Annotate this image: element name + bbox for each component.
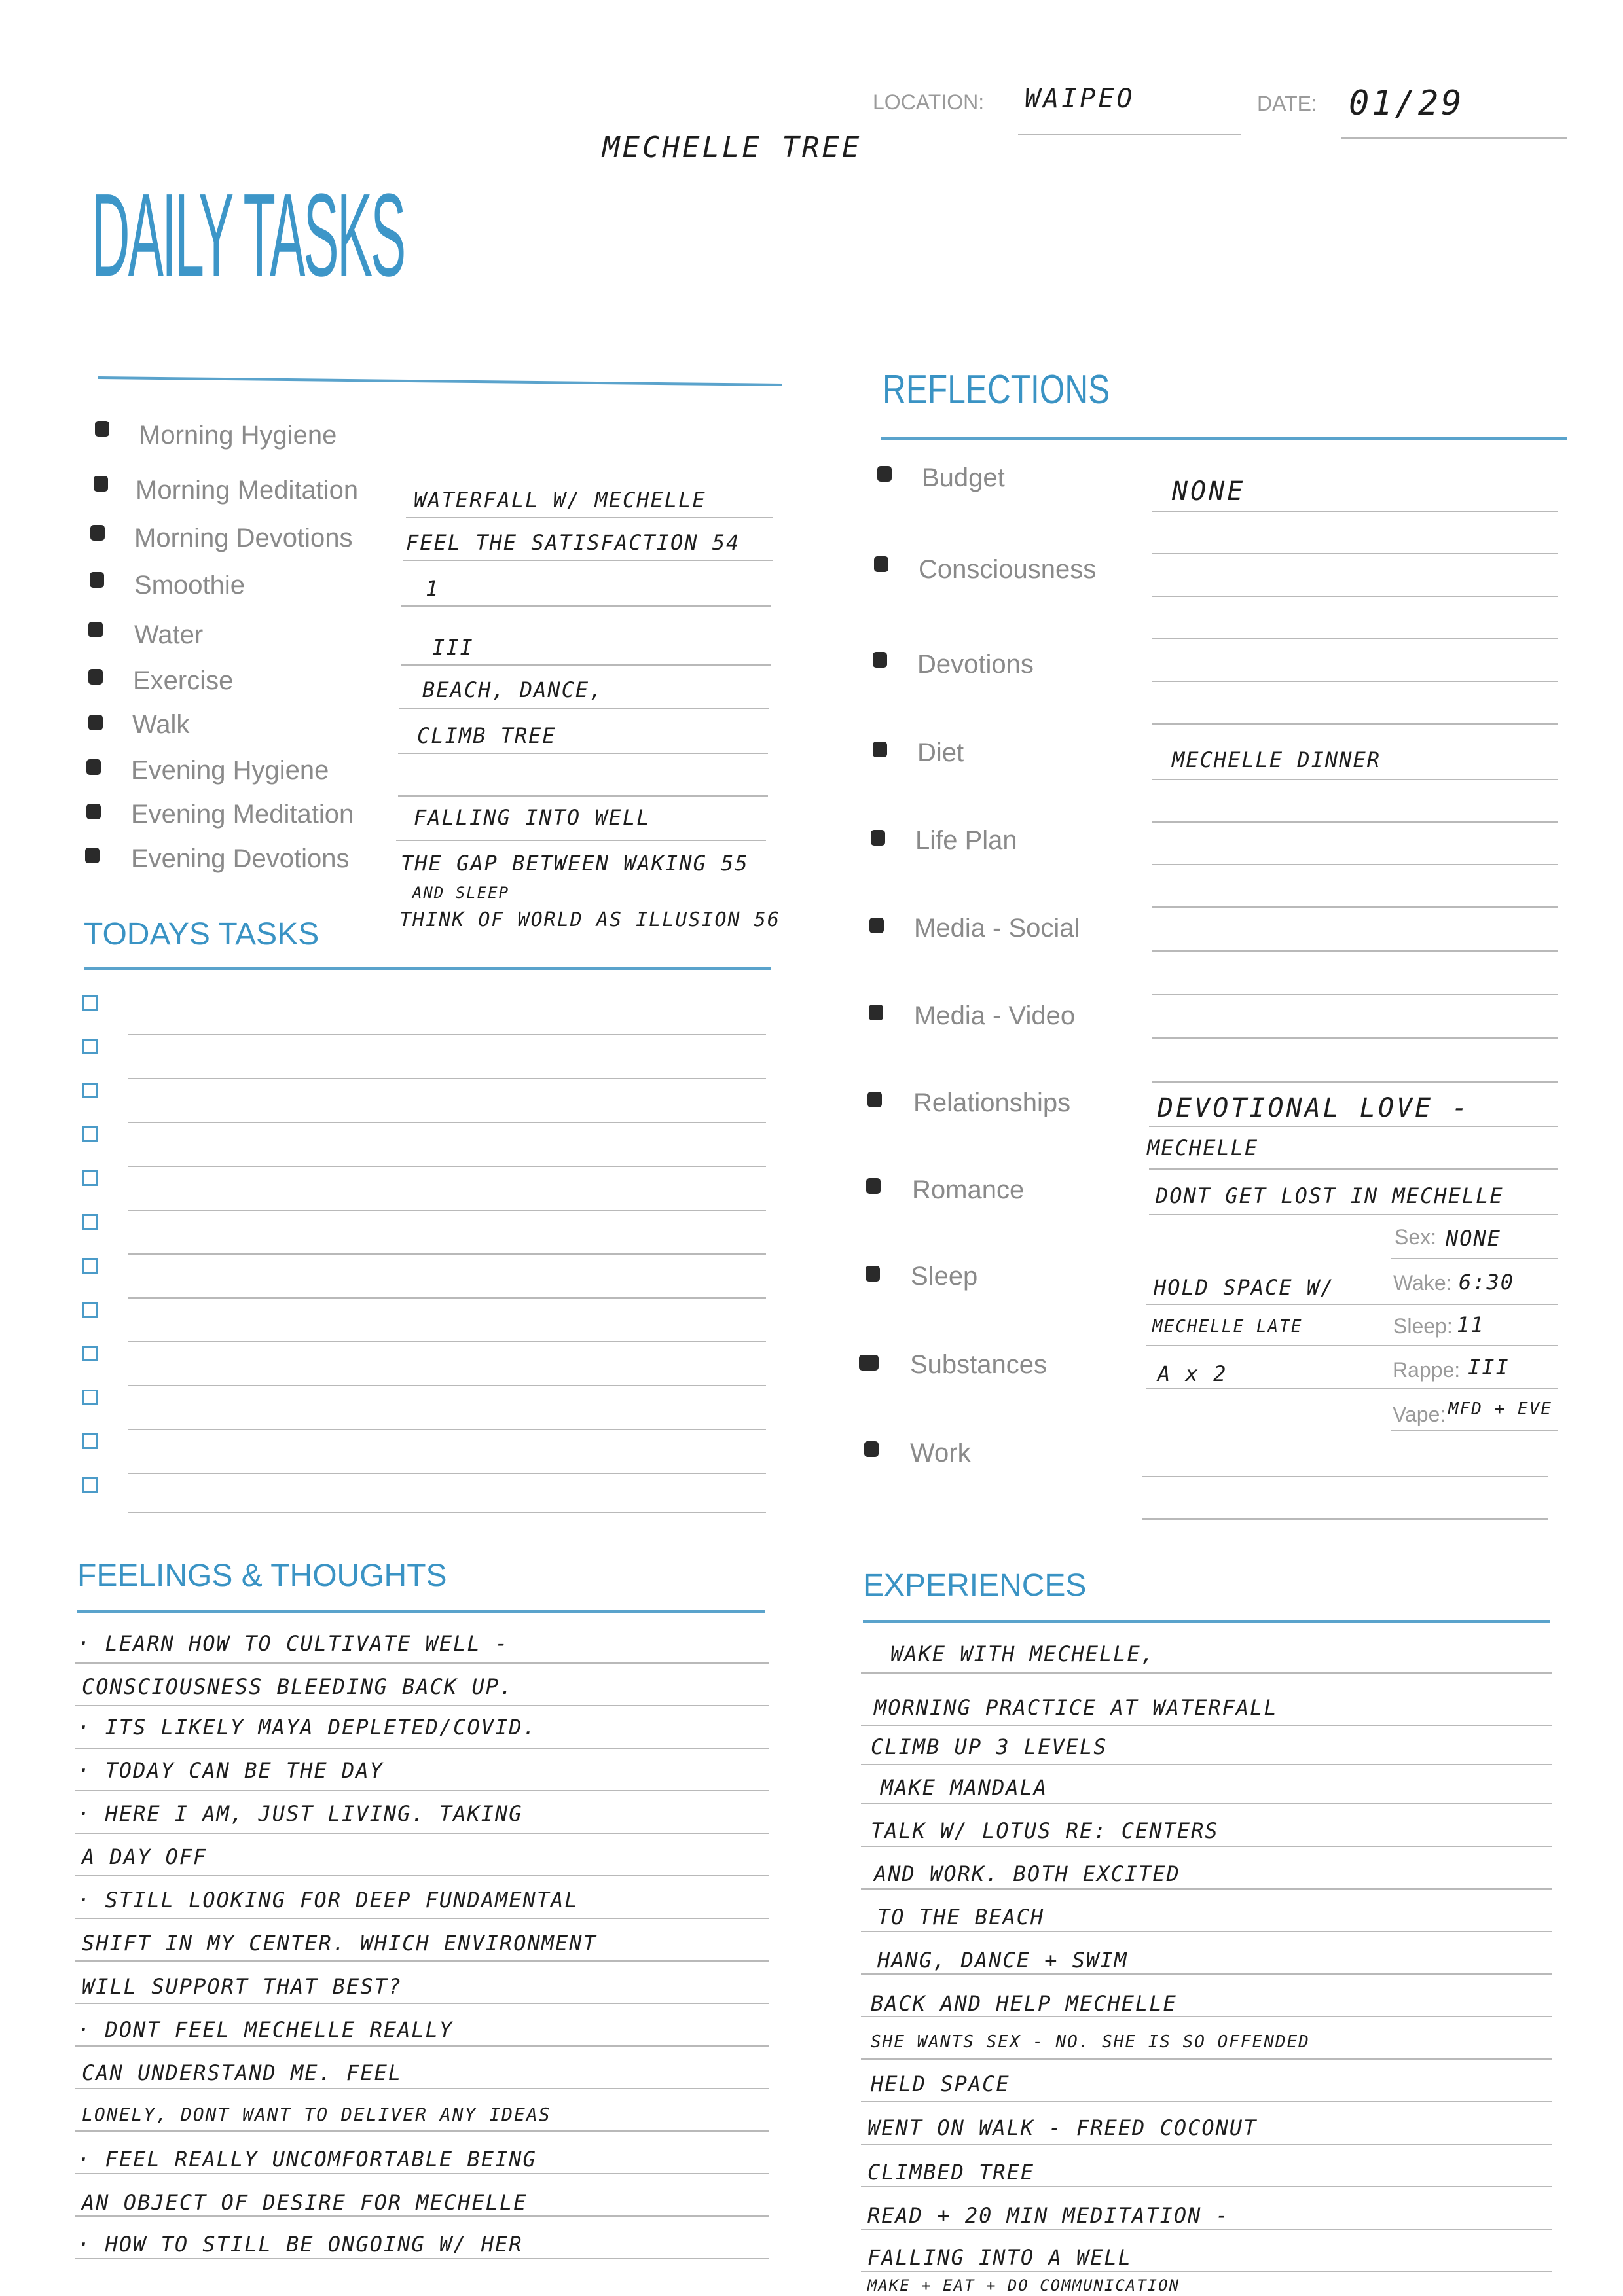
writing-line: [861, 2101, 1552, 2102]
checkbox-checked[interactable]: [866, 1178, 881, 1194]
field-line: [1391, 1430, 1558, 1431]
experiences-line: SHE WANTS SEX - NO. SHE IS SO OFFENDED: [871, 2032, 1310, 2052]
checkbox-checked[interactable]: [88, 715, 103, 730]
task-label: Water: [134, 620, 204, 649]
task-entry: WATERFALL W/ MECHELLE: [414, 488, 706, 512]
checkbox-checked[interactable]: [85, 848, 100, 863]
feelings-line: · TODAY CAN BE THE DAY: [77, 1758, 384, 1783]
header-note: MECHELLE TREE: [602, 131, 862, 164]
reflection-label: Work: [910, 1439, 971, 1467]
reflection-label: Devotions: [917, 650, 1034, 679]
entry-line: [1152, 821, 1558, 823]
experiences-line: AND WORK. BOTH EXCITED: [874, 1861, 1180, 1886]
entry-line: [1152, 723, 1558, 725]
field-label: Sleep:: [1393, 1314, 1453, 1338]
experiences-line: TALK W/ LOTUS RE: CENTERS: [871, 1818, 1219, 1843]
task-label: Evening Devotions: [131, 844, 350, 873]
entry-line: [1146, 1388, 1408, 1389]
feelings-line: · DONT FEEL MECHELLE REALLY: [77, 2017, 454, 2042]
writing-line: [861, 2271, 1552, 2272]
task-checkbox[interactable]: [82, 1302, 98, 1318]
task-checkbox[interactable]: [82, 1346, 98, 1361]
writing-line: [75, 2258, 769, 2259]
checkbox-checked[interactable]: [95, 421, 109, 437]
task-checkbox[interactable]: [82, 1477, 98, 1493]
writing-line: [75, 1875, 769, 1876]
writing-line: [75, 1790, 769, 1791]
task-checkbox[interactable]: [82, 1126, 98, 1142]
reflection-label: Relationships: [913, 1088, 1071, 1117]
experiences-line: WENT ON WALK - FREED COCONUT: [867, 2115, 1258, 2140]
writing-line: [75, 2215, 769, 2217]
task-entry: CLIMB TREE: [417, 723, 556, 748]
entry-line: [1149, 1214, 1558, 1215]
entry-line: [1146, 1345, 1408, 1346]
task-line[interactable]: [128, 1166, 766, 1167]
task-checkbox[interactable]: [82, 1433, 98, 1449]
feelings-divider: [77, 1610, 765, 1613]
experiences-line: HANG, DANCE + SWIM: [877, 1948, 1128, 1973]
task-checkbox[interactable]: [82, 995, 98, 1011]
reflection-label: Media - Social: [914, 914, 1080, 942]
writing-line: [75, 2173, 769, 2174]
writing-line: [861, 2016, 1552, 2017]
feelings-line: · ITS LIKELY MAYA DEPLETED/COVID.: [77, 1715, 537, 1740]
task-checkbox[interactable]: [82, 1258, 98, 1274]
feelings-line: AN OBJECT OF DESIRE FOR MECHELLE: [82, 2190, 528, 2215]
writing-line: [75, 2045, 769, 2047]
reflection-label: Budget: [922, 463, 1005, 492]
writing-line: [861, 2144, 1552, 2145]
checkbox-checked[interactable]: [871, 830, 885, 846]
checkbox-checked[interactable]: [866, 1266, 880, 1282]
task-entry: FALLING INTO WELL: [414, 805, 651, 830]
entry-line: [396, 840, 766, 841]
task-label: Smoothie: [134, 571, 245, 600]
task-label: Evening Hygiene: [131, 756, 329, 785]
task-line[interactable]: [128, 1473, 766, 1474]
writing-line: [75, 2088, 769, 2089]
writing-line: [861, 2229, 1552, 2230]
field-line: [1391, 1304, 1558, 1305]
task-line[interactable]: [128, 1429, 766, 1430]
checkbox-checked[interactable]: [869, 918, 884, 933]
experiences-line: MAKE MANDALA: [881, 1775, 1048, 1800]
entry-line: [1142, 1476, 1548, 1477]
task-line[interactable]: [128, 1341, 766, 1342]
reflection-label: Life Plan: [915, 826, 1017, 855]
feelings-line: WILL SUPPORT THAT BEST?: [82, 1974, 403, 1999]
reflection-entry: MECHELLE DINNER: [1172, 747, 1381, 772]
reflection-entry: A x 2: [1158, 1361, 1228, 1386]
experiences-title: EXPERIENCES: [863, 1568, 1087, 1603]
writing-line: [75, 1748, 769, 1749]
entry-line: [1146, 1304, 1408, 1305]
task-entry: FEEL THE SATISFACTION 54: [406, 530, 740, 555]
writing-line: [75, 2003, 769, 2004]
checkbox-checked[interactable]: [859, 1355, 879, 1371]
task-label: Exercise: [133, 666, 234, 695]
feelings-line: LONELY, DONT WANT TO DELIVER ANY IDEAS: [82, 2104, 551, 2125]
writing-line: [861, 1973, 1552, 1975]
feelings-line: SHIFT IN MY CENTER. WHICH ENVIRONMENT: [82, 1931, 597, 1956]
checkbox-checked[interactable]: [867, 1092, 882, 1107]
date-underline: [1341, 137, 1567, 139]
reflection-label: Consciousness: [919, 555, 1097, 584]
entry-line: [1152, 779, 1558, 780]
task-checkbox[interactable]: [82, 1170, 98, 1186]
todays-tasks-title: TODAYS TASKS: [84, 917, 319, 952]
reflection-entry: MECHELLE: [1147, 1136, 1259, 1160]
daily-tasks-divider: [98, 376, 782, 386]
feelings-line: · STILL LOOKING FOR DEEP FUNDAMENTAL: [77, 1888, 579, 1912]
reflection-label: Substances: [910, 1350, 1048, 1379]
writing-line: [861, 1764, 1552, 1765]
entry-line: [1152, 864, 1558, 865]
reflection-entry: DONT GET LOST IN MECHELLE: [1156, 1183, 1504, 1208]
checkbox-checked[interactable]: [877, 466, 892, 482]
writing-line: [861, 1725, 1552, 1726]
entry-line: [1149, 1168, 1558, 1170]
experiences-line: MORNING PRACTICE AT WATERFALL: [874, 1695, 1278, 1720]
writing-line: [75, 1833, 769, 1834]
task-checkbox[interactable]: [82, 1039, 98, 1054]
entry-line: [401, 664, 771, 666]
checkbox-checked[interactable]: [86, 804, 101, 819]
task-checkbox[interactable]: [82, 1390, 98, 1405]
entry-line: [403, 560, 773, 561]
field-line: [1391, 1388, 1558, 1389]
reflection-label: Media - Video: [914, 1001, 1076, 1030]
entry-line: [399, 708, 769, 709]
writing-line: [861, 1888, 1552, 1890]
writing-line: [861, 1672, 1552, 1674]
experiences-line: TO THE BEACH: [877, 1905, 1045, 1929]
entry-line: [1152, 906, 1558, 908]
task-entry: III: [432, 635, 474, 660]
field-value: MFD + EVE: [1448, 1399, 1552, 1419]
experiences-line: WAKE WITH MECHELLE,: [890, 1641, 1156, 1666]
task-entry-extra: THINK OF WORLD AS ILLUSION 56: [399, 908, 780, 931]
entry-line: [1152, 950, 1558, 952]
entry-line: [398, 795, 768, 797]
task-line[interactable]: [128, 1034, 766, 1035]
entry-line: [1152, 638, 1558, 639]
entry-line: [1152, 1037, 1558, 1039]
experiences-line: READ + 20 MIN MEDITATION -: [867, 2203, 1230, 2228]
task-entry: THE GAP BETWEEN WAKING 55: [401, 851, 749, 876]
reflections-title: REFLECTIONS: [883, 367, 1110, 412]
field-value: NONE: [1446, 1226, 1502, 1251]
task-label: Evening Meditation: [131, 800, 354, 829]
feelings-line: · FEEL REALLY UNCOMFORTABLE BEING: [77, 2147, 537, 2172]
task-label: Walk: [132, 710, 190, 739]
task-line[interactable]: [128, 1385, 766, 1386]
writing-line: [75, 1960, 769, 1962]
date-value: 01/29: [1349, 84, 1465, 123]
writing-line: [75, 1662, 769, 1664]
entry-line: [406, 517, 773, 518]
experiences-line: CLIMB UP 3 LEVELS: [871, 1734, 1108, 1759]
entry-line: [1152, 994, 1558, 995]
entry-line: [1152, 511, 1558, 512]
experiences-line: MAKE + EAT + DO COMMUNICATION: [867, 2276, 1180, 2295]
field-value: 6:30: [1459, 1270, 1515, 1295]
reflection-label: Sleep: [911, 1262, 978, 1291]
checkbox-checked[interactable]: [86, 759, 101, 775]
location-label: LOCATION:: [873, 90, 985, 114]
task-label: Morning Devotions: [134, 524, 353, 552]
entry-line: [1142, 1518, 1548, 1520]
feelings-line: · HOW TO STILL BE ONGOING W/ HER: [77, 2232, 523, 2257]
checkbox-checked[interactable]: [88, 622, 103, 637]
date-label: DATE:: [1257, 92, 1317, 115]
task-label: Morning Meditation: [136, 476, 359, 505]
field-label: Sex:: [1395, 1225, 1437, 1249]
checkbox-checked[interactable]: [864, 1441, 879, 1457]
entry-line: [398, 753, 768, 754]
writing-line: [861, 1803, 1552, 1804]
task-label: Morning Hygiene: [139, 421, 337, 450]
checkbox-checked[interactable]: [88, 669, 103, 685]
reflection-entry: MECHELLE LATE: [1152, 1317, 1303, 1336]
experiences-divider: [863, 1620, 1550, 1623]
experiences-line: FALLING INTO A WELL: [867, 2245, 1133, 2270]
location-underline: [1018, 134, 1241, 135]
writing-line: [861, 1931, 1552, 1932]
task-entry: 1: [426, 576, 440, 601]
task-line[interactable]: [128, 1297, 766, 1299]
task-line[interactable]: [128, 1078, 766, 1079]
experiences-line: HELD SPACE: [871, 2072, 1010, 2096]
writing-line: [75, 1705, 769, 1706]
reflection-label: Romance: [912, 1175, 1025, 1204]
reflections-divider: [881, 437, 1567, 440]
entry-line: [1152, 553, 1558, 554]
task-entry-extra: AND SLEEP: [412, 884, 510, 902]
field-line: [1391, 1258, 1558, 1259]
task-line[interactable]: [128, 1253, 766, 1255]
entry-line: [401, 605, 771, 607]
field-value: 11: [1457, 1312, 1485, 1337]
feelings-line: · LEARN HOW TO CULTIVATE WELL -: [77, 1631, 509, 1656]
writing-line: [861, 2058, 1552, 2060]
feelings-line: · HERE I AM, JUST LIVING. TAKING: [77, 1801, 523, 1826]
feelings-line: CONSCIOUSNESS BLEEDING BACK UP.: [82, 1674, 514, 1699]
location-value: WAIPEO: [1025, 84, 1135, 114]
task-line[interactable]: [128, 1512, 766, 1513]
reflection-entry: HOLD SPACE W/: [1154, 1275, 1335, 1300]
checkbox-checked[interactable]: [94, 476, 108, 492]
field-label: Wake:: [1393, 1271, 1452, 1295]
feelings-line: CAN UNDERSTAND ME. FEEL: [82, 2060, 403, 2085]
reflection-entry: NONE: [1172, 476, 1246, 507]
checkbox-checked[interactable]: [90, 525, 105, 541]
field-label: Vape:: [1393, 1403, 1446, 1426]
checkbox-checked[interactable]: [90, 572, 104, 588]
reflection-label: Diet: [917, 738, 964, 767]
field-value: III: [1468, 1355, 1510, 1380]
writing-line: [861, 2186, 1552, 2187]
entry-line: [1152, 681, 1558, 682]
daily-tasks-title: DAILY TASKS: [92, 170, 405, 301]
checkbox-checked[interactable]: [873, 652, 887, 668]
task-checkbox[interactable]: [82, 1083, 98, 1098]
writing-line: [75, 1918, 769, 1919]
checkbox-checked[interactable]: [874, 556, 888, 572]
reflection-entry: DEVOTIONAL LOVE -: [1158, 1093, 1470, 1123]
task-line[interactable]: [128, 1210, 766, 1211]
entry-line: [1152, 1081, 1558, 1083]
feelings-line: A DAY OFF: [82, 1844, 208, 1869]
entry-line: [1152, 596, 1558, 597]
checkbox-checked[interactable]: [873, 742, 887, 757]
task-entry: BEACH, DANCE,: [422, 677, 604, 702]
feelings-title: FEELINGS & THOUGHTS: [77, 1558, 447, 1593]
experiences-line: BACK AND HELP MECHELLE: [871, 1991, 1177, 2016]
task-checkbox[interactable]: [82, 1214, 98, 1230]
writing-line: [861, 1846, 1552, 1847]
writing-line: [75, 2130, 769, 2132]
task-line[interactable]: [128, 1122, 766, 1123]
experiences-line: CLIMBED TREE: [867, 2160, 1035, 2185]
field-label: Rappe:: [1393, 1358, 1461, 1382]
checkbox-checked[interactable]: [869, 1005, 883, 1020]
field-line: [1391, 1345, 1558, 1346]
entry-line: [1149, 1126, 1558, 1127]
todays-tasks-divider: [84, 967, 771, 970]
